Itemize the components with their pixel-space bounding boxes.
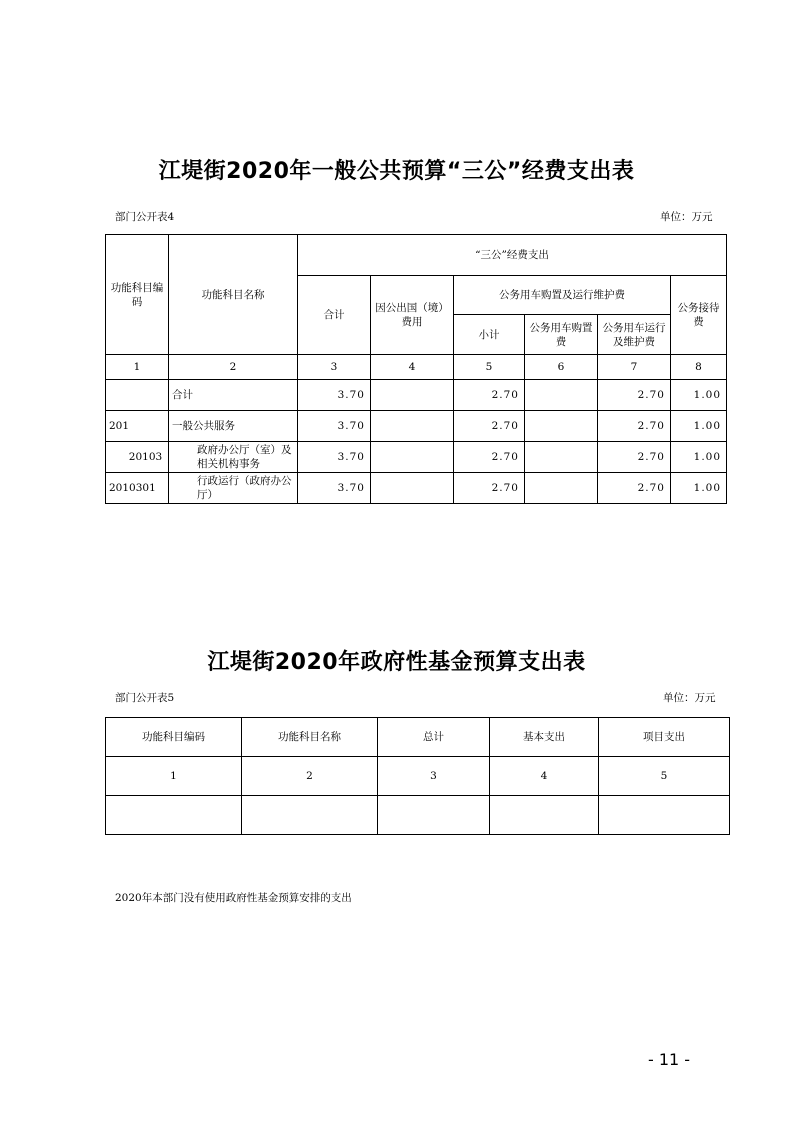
- header-total: 合计: [298, 276, 371, 355]
- row-reception: 1.00: [671, 442, 727, 473]
- row-purchase: [525, 380, 598, 411]
- col-number: 6: [525, 355, 598, 380]
- col-number: 4: [371, 355, 454, 380]
- col-number: 3: [378, 757, 490, 796]
- table1-title: 江堤街2020年一般公共预算“三公”经费支出表: [158, 159, 635, 184]
- row-subtotal: 2.70: [454, 473, 525, 504]
- row-operation: 2.70: [598, 442, 671, 473]
- row-operation: 2.70: [598, 380, 671, 411]
- row-total: 3.70: [298, 442, 371, 473]
- table-row: [106, 380, 727, 411]
- row-reception: 1.00: [671, 473, 727, 504]
- header-total: 总计: [378, 718, 490, 757]
- col-number: 3: [298, 355, 371, 380]
- row-purchase: [525, 473, 598, 504]
- note-text: 2020年本部门没有使用政府性基金预算安排的支出: [115, 892, 352, 904]
- empty-cell: [242, 796, 378, 835]
- row-subtotal: 2.70: [454, 442, 525, 473]
- table1-form-label: 部门公开表4: [115, 211, 175, 223]
- row-name: 政府办公厅（室）及相关机构事务: [169, 442, 298, 473]
- col-number: 7: [598, 355, 671, 380]
- empty-cell: [106, 796, 242, 835]
- col-number: 1: [106, 355, 169, 380]
- row-code: 20103: [106, 442, 169, 473]
- header-vehicle-group: 公务用车购置及运行维护费: [454, 276, 671, 315]
- table-row: [106, 796, 730, 835]
- row-code: [106, 380, 169, 411]
- table-row: [106, 442, 727, 473]
- column-number-row: [106, 757, 730, 796]
- row-reception: 1.00: [671, 380, 727, 411]
- col-number: 1: [106, 757, 242, 796]
- table2-form-label: 部门公开表5: [115, 692, 175, 704]
- row-name: 行政运行（政府办公厅）: [169, 473, 298, 504]
- row-total: 3.70: [298, 473, 371, 504]
- header-abroad: 因公出国（境）费用: [371, 276, 454, 355]
- table1-unit: 单位：万元: [660, 211, 713, 223]
- row-name: 一般公共服务: [169, 411, 298, 442]
- page-number: - 11 -: [648, 1050, 691, 1069]
- row-abroad: [371, 473, 454, 504]
- row-abroad: [371, 380, 454, 411]
- header-basic: 基本支出: [490, 718, 599, 757]
- row-code: 2010301: [106, 473, 169, 504]
- gov-fund-expense-table: [105, 717, 730, 835]
- row-operation: 2.70: [598, 473, 671, 504]
- header-name: 功能科目名称: [242, 718, 378, 757]
- row-total: 3.70: [298, 411, 371, 442]
- row-purchase: [525, 411, 598, 442]
- row-subtotal: 2.70: [454, 380, 525, 411]
- header-project: 项目支出: [599, 718, 730, 757]
- row-purchase: [525, 442, 598, 473]
- column-number-row: [106, 355, 727, 380]
- header-name: 功能科目名称: [169, 235, 298, 355]
- col-number: 4: [490, 757, 599, 796]
- col-number: 8: [671, 355, 727, 380]
- col-number: 5: [599, 757, 730, 796]
- col-number: 5: [454, 355, 525, 380]
- header-subtotal: 小计: [454, 315, 525, 355]
- empty-cell: [490, 796, 599, 835]
- row-abroad: [371, 411, 454, 442]
- table-row: [106, 411, 727, 442]
- header-row: [106, 718, 730, 757]
- header-purchase: 公务用车购置费: [525, 315, 598, 355]
- row-name: 合计: [169, 380, 298, 411]
- table2-unit: 单位：万元: [663, 692, 716, 704]
- header-reception: 公务接待费: [671, 276, 727, 355]
- header-group: “三公”经费支出: [298, 235, 727, 276]
- empty-cell: [599, 796, 730, 835]
- header-code: 功能科目编码: [106, 718, 242, 757]
- row-code: 201: [106, 411, 169, 442]
- header-operation: 公务用车运行及维护费: [598, 315, 671, 355]
- row-reception: 1.00: [671, 411, 727, 442]
- col-number: 2: [242, 757, 378, 796]
- row-total: 3.70: [298, 380, 371, 411]
- table2-title: 江堤街2020年政府性基金预算支出表: [207, 650, 586, 675]
- header-code: 功能科目编码: [106, 235, 169, 355]
- three-public-expense-table: [105, 234, 727, 504]
- row-abroad: [371, 442, 454, 473]
- row-subtotal: 2.70: [454, 411, 525, 442]
- col-number: 2: [169, 355, 298, 380]
- table-row: [106, 473, 727, 504]
- row-operation: 2.70: [598, 411, 671, 442]
- empty-cell: [378, 796, 490, 835]
